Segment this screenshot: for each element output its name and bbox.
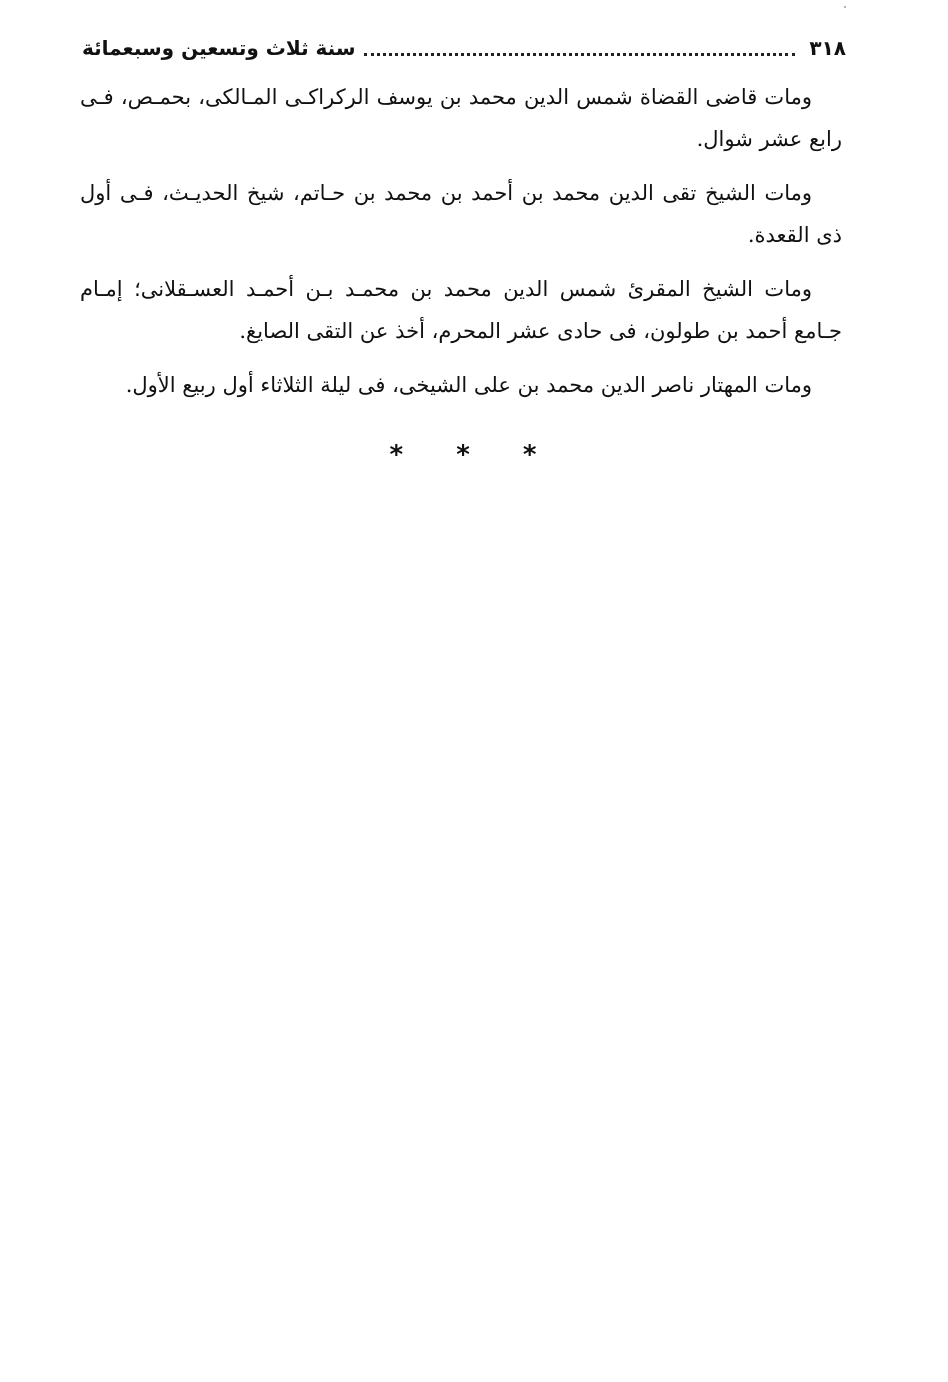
page-body <box>80 76 842 418</box>
obituary-entry: ومات قاضى القضاة شمس الدين محمد بن يوسف الركراكـى المـالكى، بحمـص، فـى رابع عشر شوال. <box>80 85 842 151</box>
obituary-entry: ومات الشيخ المقرئ شمس الدين محمد بن محمـد بـن أحمـد العسـقلانى؛ إمـام جـامع أحمد بن طولون، فى حادى عشر المحرم، أخذ عن التقى الصايغ. <box>80 277 842 343</box>
section-separator: * * * <box>389 440 559 470</box>
running-header <box>82 28 846 68</box>
running-title: سنة ثلاث وتسعين وسبعمائة <box>82 36 356 60</box>
obituary-entry: ومات الشيخ تقى الدين محمد بن أحمد بن محمد بن حـاتم، شيخ الحديـث، فـى أول ذى القعدة. <box>80 181 842 247</box>
obituary-entry: ومات المهتار ناصر الدين محمد بن على الشيخى، فى ليلة الثلاثاء أول ربيع الأول. <box>125 373 812 397</box>
scan-speck <box>844 6 846 8</box>
dot-leader <box>364 53 796 56</box>
page-number: ٣١٨ <box>809 36 846 60</box>
